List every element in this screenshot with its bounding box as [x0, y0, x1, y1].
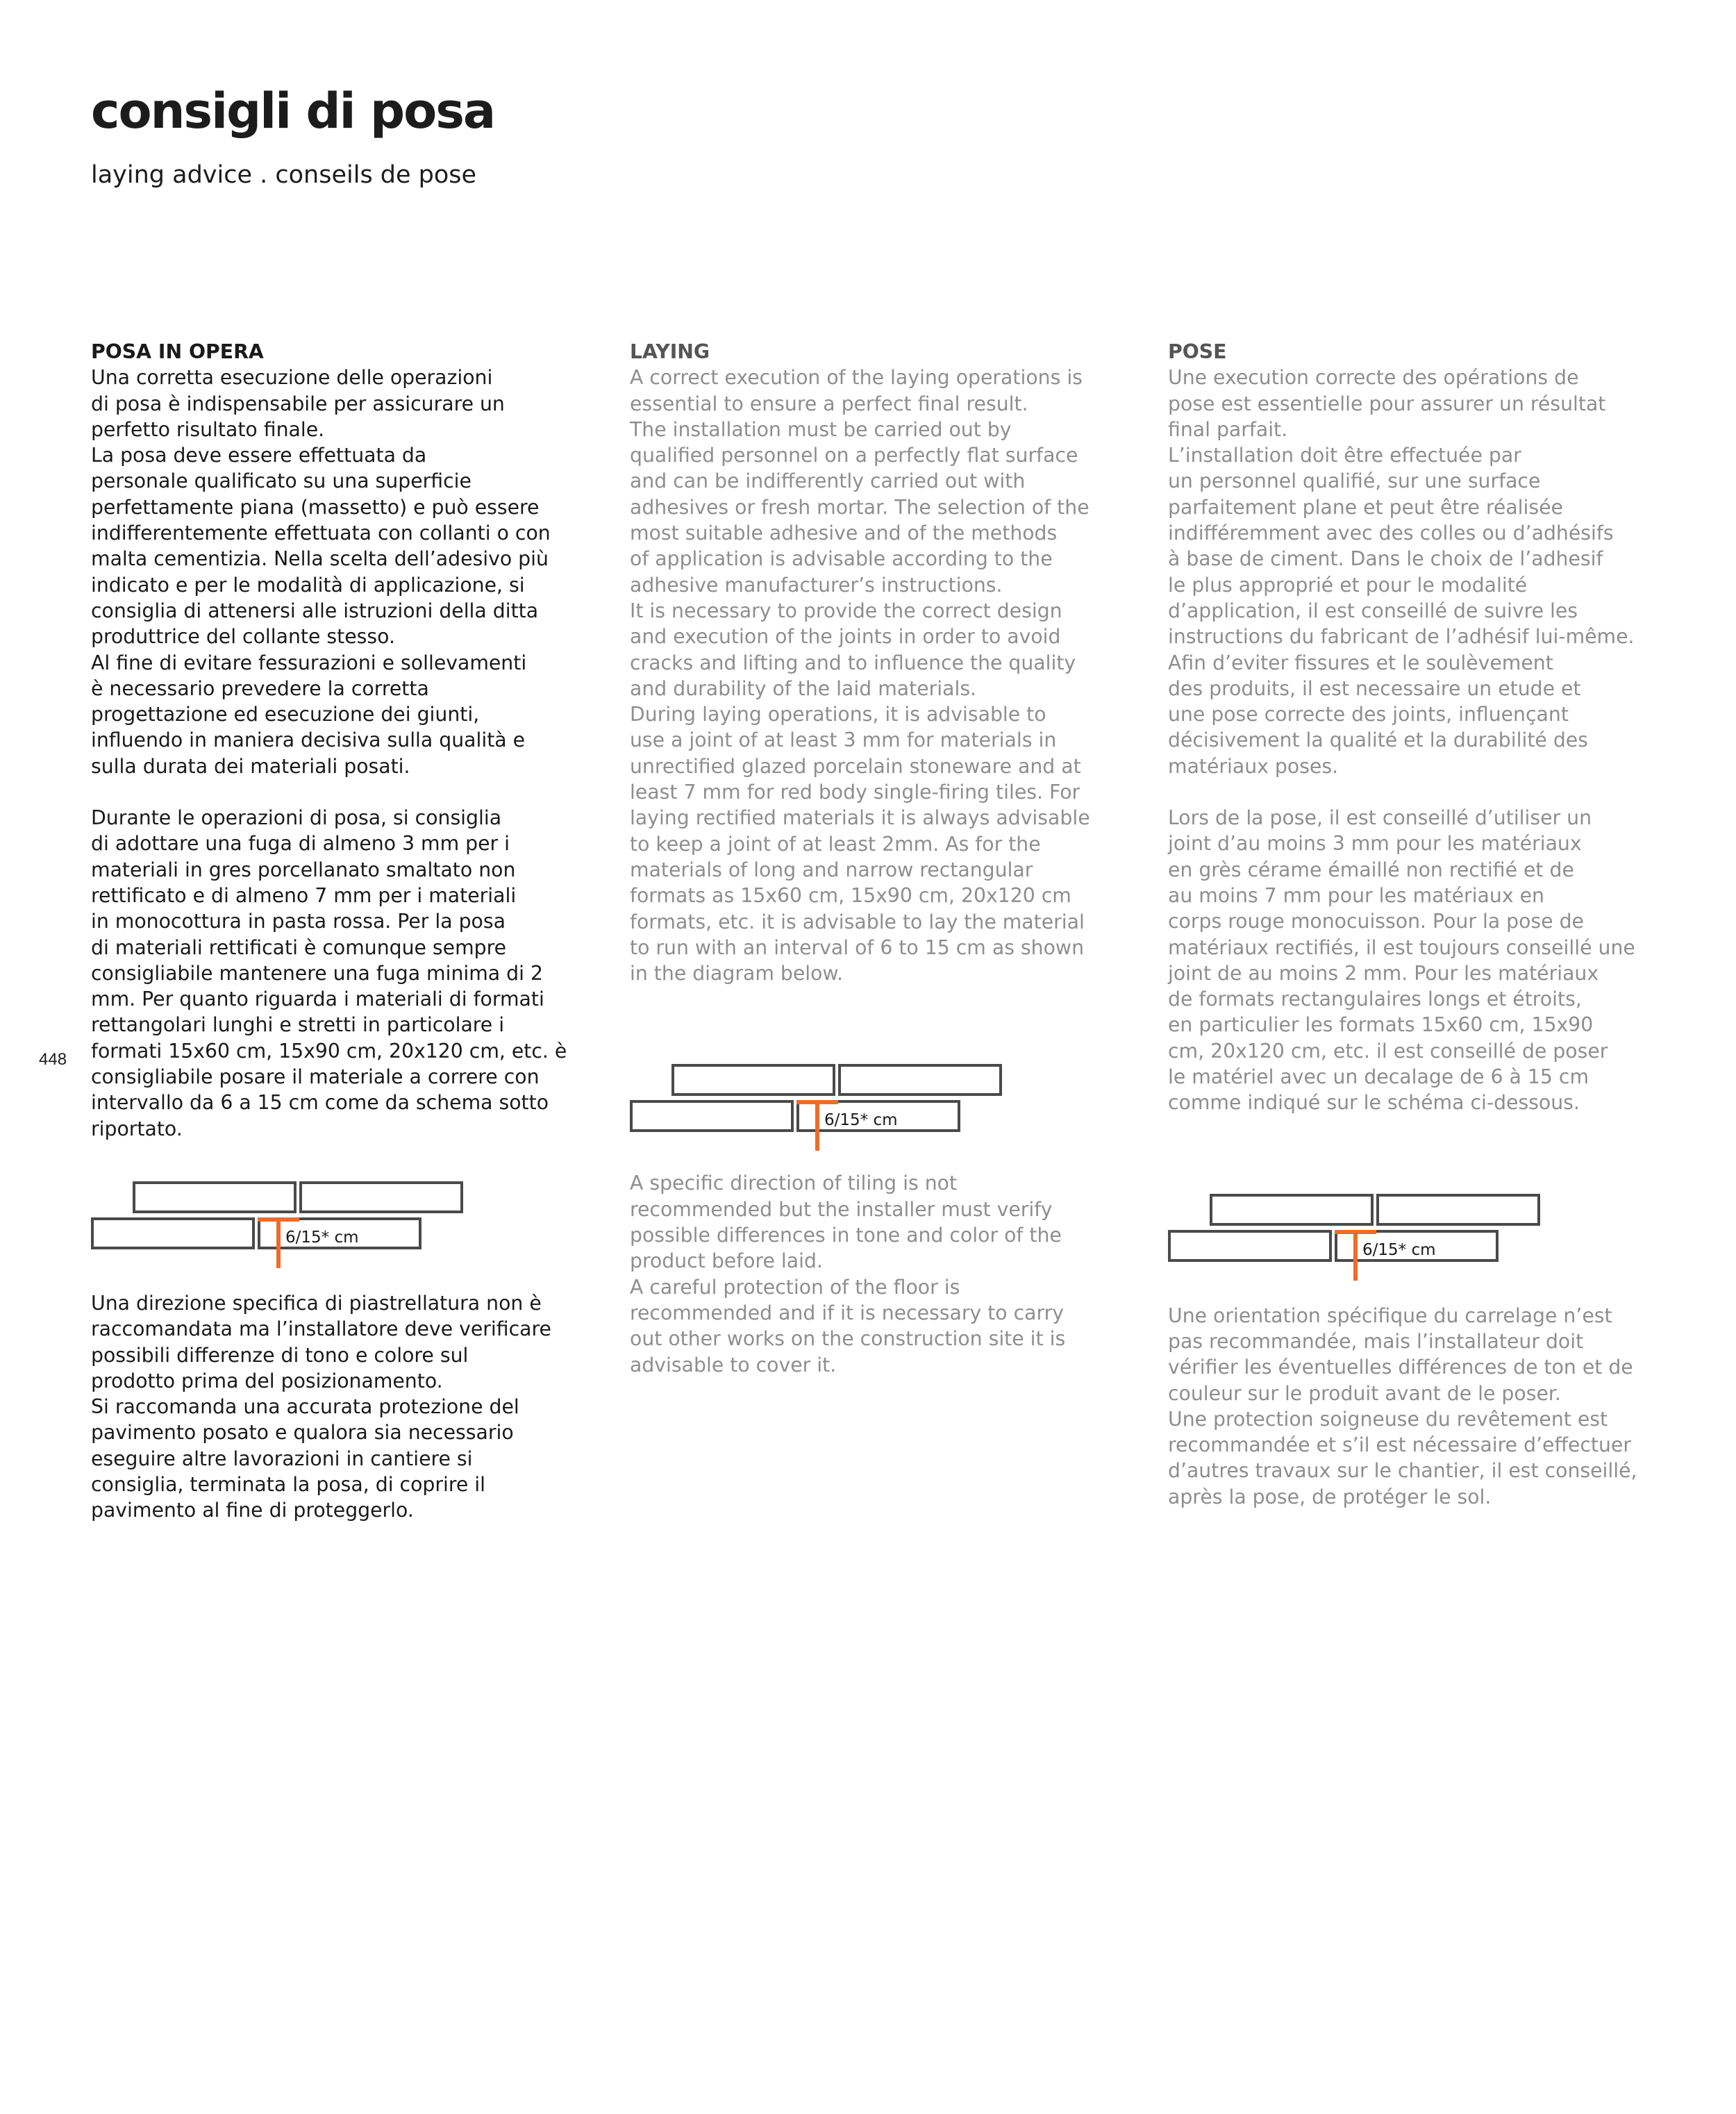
joint-offset-diagram-italian — [91, 1181, 508, 1275]
column-french — [1168, 339, 1675, 1510]
italian-heading: POSA IN OPERA — [91, 340, 264, 363]
italian-paragraph-1: Una corretta esecuzione delle operazioni di posa è indispensabile per assicurare un perfetto risultato finale. La posa deve essere effettuata da personale qualificato su una superficie perfettamente piana (massetto) e può essere indifferentemente effettuata con collanti o con malta cementizia. Nella scelta dell’adesivo più indicato e per le modalità di applicazione, si consiglia di attenersi alle istruzioni della ditta produttrice del collante stesso. Al fine di evitare fessurazioni e sollevamenti è necessario prevedere la corretta progettazione ed esecuzione dei giunti, influendo in maniera decisiva sulla qualità e sulla durata dei materiali posati. — [91, 366, 551, 778]
tile-bottom-left — [630, 1100, 794, 1132]
italian-paragraph-2: Durante le operazioni di posa, si consiglia di adottare una fuga di almeno 3 mm per i materiali in gres porcellanato smaltato non rettificato e di almeno 7 mm per i materiali in monocottura in pasta rossa. Per la posa di materiali rettificati è comunque sempre consigliabile mantenere una fuga minima di 2 mm. Per quanto riguarda i materiali di formati rettangolari lunghi e stretti in particolare i formati 15x60 cm, 15x90 cm, 20x120 cm, etc. è consigliabile posare il materiale a correre con intervallo da 6 a 15 cm come da schema sotto riportato. — [91, 806, 567, 1140]
page-number: 448 — [39, 1050, 67, 1069]
english-paragraph-2: A specific direction of tiling is not recommended but the installer must verify possible differences in tone and color of the product before laid. A careful protection of the floor is recommended and if it is necessary to carry out other works on the construction site it is advisable to cover it. — [630, 1172, 1066, 1376]
tile-top-right — [1376, 1194, 1540, 1226]
french-paragraph-3: Une orientation spécifique du carrelage n’est pas recommandée, mais l’installateur doit vérifier les éventuelles différences de ton et de couleur sur le produit avant de le poser. Une protection soigneuse du revêtement est recommandée et s’il est nécessaire d’effectuer d’autres travaux sur le chantier, il est conseillé, après la pose, de protéger le sol. — [1168, 1304, 1637, 1508]
french-paragraph-2: Lors de la pose, il est conseillé d’utiliser un joint d’au moins 3 mm pour les matériaux en grès cérame émaillé non rectifié et de au moins 7 mm pour les matériaux en corps rouge monocuisson. Pour la pose de matériaux rectifiés, il est toujours conseillé une joint de au moins 2 mm. Pour les matériaux de formats rectangulaires longs et étroits, en particulier les formats 15x60 cm, 15x90 cm, 20x120 cm, etc. il est conseillé de poser le matériel avec un decalage de 6 à 15 cm comme indiqué sur le schéma ci-dessous. — [1168, 806, 1635, 1115]
italian-paragraph-3: Una direzione specifica di piastrellatura non è raccomandata ma l’installatore deve verificare possibili differenze di tono e colore sul prodotto prima del posizionamento. Si raccomanda una accurata protezione del pavimento posato e qualora sia necessario eseguire altre lavorazioni in cantiere si consiglia, terminata la posa, di coprire il pavimento al fine di proteggerlo. — [91, 1291, 551, 1522]
page-subtitle: laying advice . conseils de pose — [91, 161, 477, 189]
offset-label: 6/15* cm — [1362, 1240, 1436, 1259]
english-heading: LAYING — [630, 340, 710, 363]
column-english — [630, 339, 1137, 1378]
french-heading: POSE — [1168, 340, 1227, 363]
joint-offset-diagram-english — [630, 1064, 1046, 1158]
tile-top-left — [671, 1064, 835, 1096]
offset-marker-stem — [1353, 1230, 1358, 1281]
page-title: consigli di posa — [91, 83, 495, 140]
offset-marker-stem — [815, 1100, 819, 1151]
offset-label: 6/15* cm — [824, 1111, 898, 1130]
tile-bottom-left — [91, 1217, 255, 1249]
offset-marker-stem — [276, 1217, 281, 1268]
french-paragraph-1: Une execution correcte des opérations de pose est essentielle pour assurer un résultat final parfait. L’installation doit être effectuée par un personnel qualifié, sur une surface parfaitement plane et peut être réalisée indifféremment avec des colles ou d’adhésifs à base de ciment. Dans le choix de l’adhesif le plus approprié et pour le modalité d’application, il est conseillé de suivre les instructions du fabricant de l’adhésif lui-même. Afin d’eviter fissures et le soulèvement des produits, il est necessaire un etude et une pose correcte des joints, influençant décisivement la qualité et la durabilité des matériaux poses. — [1168, 366, 1635, 778]
tile-top-right — [838, 1064, 1002, 1096]
column-italian — [91, 339, 598, 1524]
english-paragraph-1: A correct execution of the laying operations is essential to ensure a perfect final result. The installation must be carried out by qualified personnel on a perfectly flat surface and can be indifferently carried out with adhesives or fresh mortar. The selection of the most suitable adhesive and of the methods of application is advisable according to the adhesive manufacturer’s instructions. It is necessary to provide the correct design and execution of the joints in order to avoid cracks and lifting and to influence the quality and durability of the laid materials. During laying operations, it is advisable to use a joint of at least 3 mm for materials in unrectified glazed porcelain stoneware and at least 7 mm for red body single-firing tiles. For laying rectified materials it is always advisable to keep a joint of at least 2mm. As for the materials of long and narrow rectangular formats as 15x60 cm, 15x90 cm, 20x120 cm formats, etc. it is advisable to lay the material to run with an interval of 6 to 15 cm as shown in the diagram below. — [630, 366, 1090, 985]
offset-label: 6/15* cm — [285, 1228, 359, 1247]
joint-offset-diagram-french — [1168, 1194, 1585, 1288]
tile-top-left — [1210, 1194, 1374, 1226]
tile-top-right — [299, 1181, 463, 1213]
tile-bottom-left — [1168, 1230, 1332, 1262]
tile-top-left — [133, 1181, 297, 1213]
